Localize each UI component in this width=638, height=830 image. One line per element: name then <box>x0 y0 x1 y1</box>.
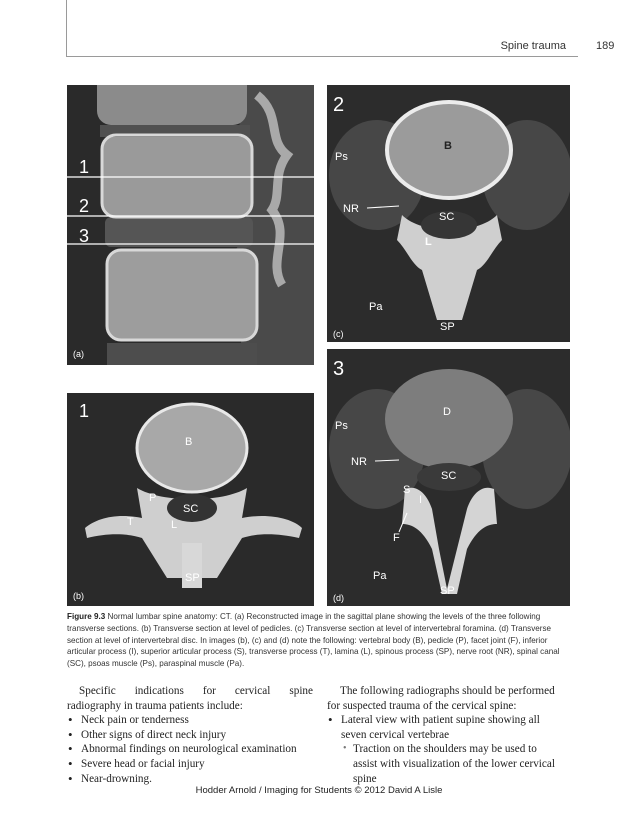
label-P: P <box>149 492 157 504</box>
list-item: • Other signs of direct neck injury <box>67 728 313 743</box>
label-Pa: Pa <box>373 570 387 582</box>
figure-panel-d <box>327 349 570 606</box>
label-L: L <box>425 236 432 248</box>
panel-c-number: 2 <box>333 94 345 116</box>
label-NR: NR <box>351 456 367 468</box>
panel-a-id: (a) <box>73 349 84 359</box>
figure-caption <box>67 611 577 670</box>
label-SC: SC <box>183 503 199 515</box>
left-intro-line-1: Specific indications for cervical spine <box>79 685 313 697</box>
list-item: • Near-drowning. <box>67 772 313 787</box>
label-Ps: Ps <box>335 151 348 163</box>
level-line-2-label: 2 <box>79 196 90 216</box>
radiographs-list <box>327 713 575 786</box>
label-SP: SP <box>185 572 200 584</box>
right-column <box>327 684 575 786</box>
label-S: S <box>403 484 411 496</box>
panel-d-number: 3 <box>333 358 345 380</box>
sub-item-line: Traction on the shoulders may be used to <box>353 743 537 756</box>
panel-c-id: (c) <box>333 329 344 339</box>
running-header-title: Spine trauma <box>500 40 566 52</box>
sub-item-line: assist with visualization of the lower cervical <box>353 757 555 770</box>
panel-b-number: 1 <box>79 401 90 421</box>
list-item <box>327 713 575 742</box>
label-SC: SC <box>441 470 457 482</box>
label-T: T <box>127 516 134 528</box>
right-intro-line-2: for suspected trauma of the cervical spine: <box>327 699 517 712</box>
sub-list-item <box>327 742 575 786</box>
list-item: • Neck pain or tenderness <box>67 713 313 728</box>
figure-panel-c <box>327 85 570 342</box>
label-B: B <box>185 436 193 448</box>
left-column <box>67 684 313 786</box>
label-Pa: Pa <box>369 301 383 313</box>
label-SP: SP <box>440 585 455 597</box>
label-F: F <box>393 532 400 544</box>
list-item-line: Lateral view with patient supine showing all <box>341 714 540 727</box>
figure-panel-b <box>67 393 314 606</box>
level-line-1-label: 1 <box>79 157 90 177</box>
level-line-3-label: 3 <box>79 226 90 246</box>
left-intro-line-2: radiography in trauma patients include: <box>67 699 243 712</box>
caption-text: Normal lumbar spine anatomy: CT. (a) Reconstructed image in the sagittal plane showing the levels of the three following transverse sections. (b) Transverse section at level of pedicles. (c) Transverse section at level of intervertebral foramina. (d) Transverse section at level of intervertebral disc. In images (b), (c) and (d) note the following: vertebral body (B), pedicle (P), facet joint (F), inferior articular process (I), superior articular process (S), transverse process (T), lamina (L), spinous process (SP), nerve root (NR), spinal canal (SC), psoas muscle (Ps), paraspinal muscle (Pa). <box>67 612 560 669</box>
figure-label: Figure 9.3 <box>67 612 106 621</box>
list-item: • Abnormal findings on neurological examination <box>67 742 313 757</box>
footer-credit: Hodder Arnold / Imaging for Students © 2012 David A Lisle <box>195 785 443 796</box>
sub-item-line: spine <box>353 772 377 785</box>
label-SC: SC <box>439 211 455 223</box>
label-SP: SP <box>440 321 455 333</box>
list-item: • Severe head or facial injury <box>67 757 313 772</box>
label-Ps: Ps <box>335 420 348 432</box>
indications-list <box>67 713 313 786</box>
label-I: I <box>419 494 423 506</box>
figure-panel-a <box>67 85 314 365</box>
label-L: L <box>171 519 178 531</box>
label-NR: NR <box>343 203 359 215</box>
list-item-line: seven cervical vertebrae <box>341 728 450 741</box>
panel-d-id: (d) <box>333 593 344 603</box>
panel-b-id: (b) <box>73 591 84 601</box>
label-B: B <box>444 140 452 152</box>
right-intro-line-1: The following radiographs should be performed <box>340 685 555 697</box>
page-number: 189 <box>596 40 615 52</box>
label-D: D <box>443 406 451 418</box>
